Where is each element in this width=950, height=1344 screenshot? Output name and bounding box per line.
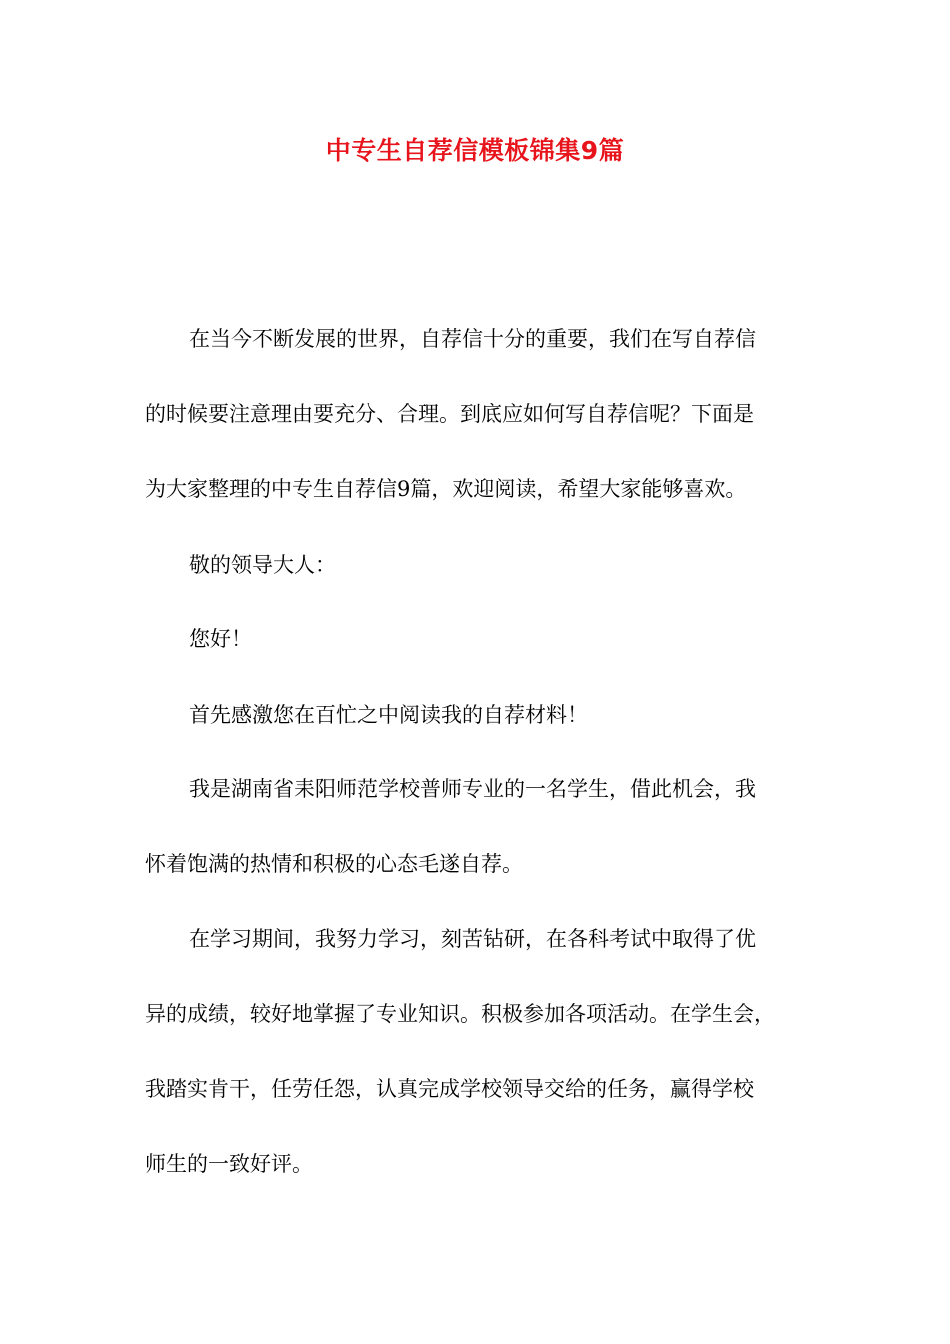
- document-title: 中专生自荐信模板锦集9篇: [325, 136, 625, 165]
- body-line-12: 师生的一致好评。: [145, 1152, 313, 1176]
- body-line-7: 我是湖南省耒阳师范学校普师专业的一名学生，借此机会，我: [189, 777, 756, 801]
- salutation-line: 敬的领导大人：: [189, 553, 336, 577]
- body-line-3: 为大家整理的中专生自荐信9篇，欢迎阅读，希望大家能够喜欢。: [145, 477, 747, 501]
- body-line-1: 在当今不断发展的世界，自荐信十分的重要，我们在写自荐信: [189, 327, 756, 351]
- body-line-6: 首先感激您在百忙之中阅读我的自荐材料！: [189, 703, 588, 727]
- body-line-8: 怀着饱满的热情和积极的心态毛遂自荐。: [145, 852, 523, 876]
- body-line-10: 异的成绩，较好地掌握了专业知识。积极参加各项活动。在学生会，: [145, 1002, 775, 1026]
- body-line-2: 的时候要注意理由要充分、合理。到底应如何写自荐信呢？下面是: [145, 402, 754, 426]
- body-line-9: 在学习期间，我努力学习，刻苦钻研，在各科考试中取得了优: [189, 927, 756, 951]
- greeting-line: 您好！: [189, 627, 252, 651]
- body-line-11: 我踏实肯干，任劳任怨，认真完成学校领导交给的任务，赢得学校: [145, 1077, 754, 1101]
